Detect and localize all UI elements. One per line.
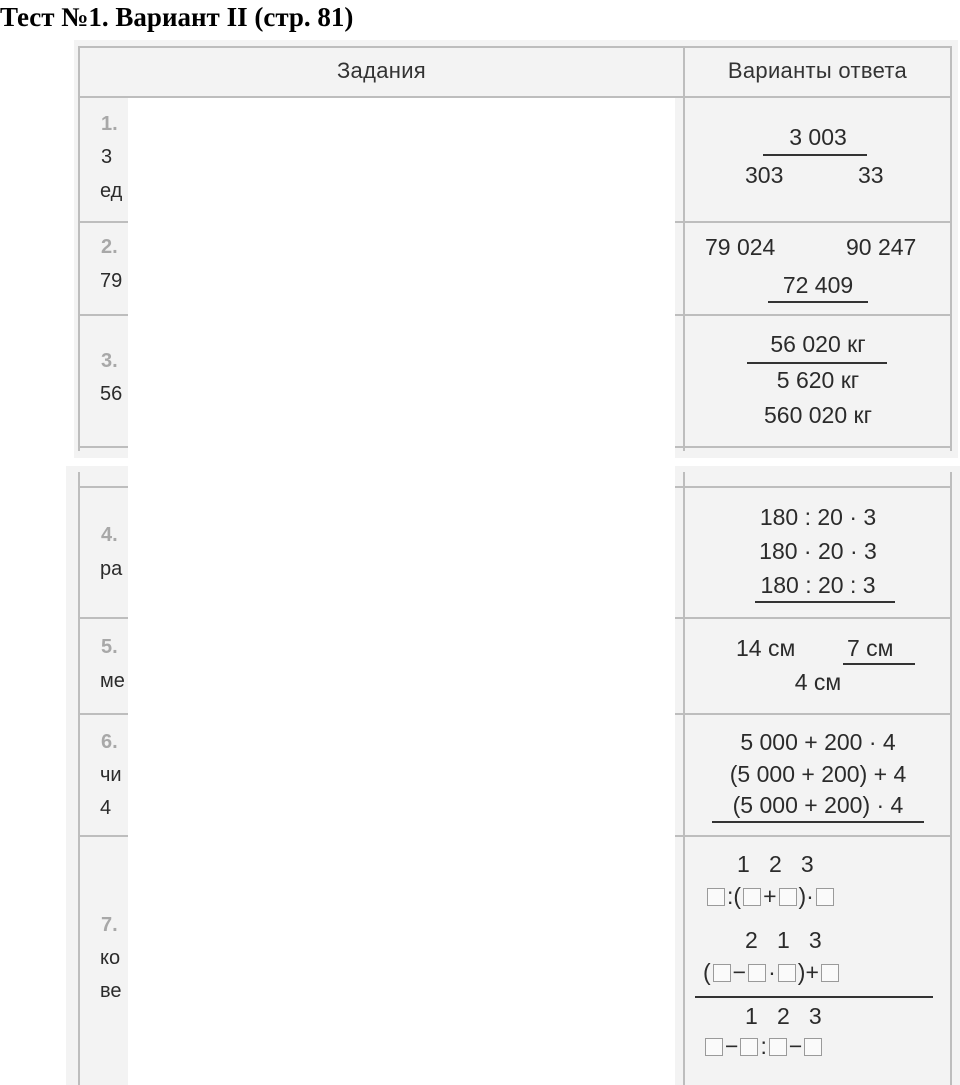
operator: ( xyxy=(733,883,742,909)
order-numbers: 2 1 3 xyxy=(745,927,822,953)
blank-square xyxy=(769,1038,787,1056)
answer-option-correct: 56 020 кг xyxy=(770,331,866,357)
task-number: 1. xyxy=(101,113,118,135)
task-text-fragment: 3 xyxy=(101,146,113,168)
correct-answer-underline xyxy=(768,301,868,303)
task-text-fragment: ве xyxy=(100,980,122,1002)
answer-option: 14 см xyxy=(736,635,796,661)
answer-option: 5 620 кг xyxy=(776,367,860,393)
task-text-fragment: ра xyxy=(100,558,123,580)
correct-answer-underline xyxy=(695,996,933,998)
correct-answer-underline xyxy=(747,362,887,364)
answer-option-correct: 7 см xyxy=(847,635,894,661)
blank-square xyxy=(816,888,834,906)
task-number: 5. xyxy=(101,636,118,658)
operator: − xyxy=(725,1033,739,1059)
blank-square xyxy=(779,888,797,906)
operator: · xyxy=(806,883,814,909)
operator: + xyxy=(763,883,777,909)
blank-square xyxy=(713,964,731,982)
order-numbers: 1 2 3 xyxy=(745,1003,822,1029)
answer-cell xyxy=(685,316,951,446)
answer-cell xyxy=(685,223,951,314)
answer-option: 90 247 xyxy=(846,234,917,260)
answer-cell xyxy=(685,715,951,835)
operator: : xyxy=(760,1033,767,1059)
table-border-left xyxy=(78,46,80,451)
expression-option xyxy=(705,883,836,910)
task-text-fragment: 4 xyxy=(100,797,112,819)
table-border-left-lower xyxy=(78,472,80,1085)
blank-square xyxy=(804,1038,822,1056)
blank-square xyxy=(748,964,766,982)
task-number: 3. xyxy=(101,350,118,372)
answer-option: 33 xyxy=(858,162,884,188)
answer-option-correct: (5 000 + 200) · 4 xyxy=(732,792,904,818)
blank-square xyxy=(821,964,839,982)
operator: · xyxy=(768,959,776,985)
operator: ) xyxy=(798,883,807,909)
operator: + xyxy=(805,959,819,985)
operator: − xyxy=(732,959,747,985)
answer-option: 180 : 20 · 3 xyxy=(759,504,877,530)
blank-square xyxy=(778,964,796,982)
column-header-tasks: Задания xyxy=(336,58,427,83)
blank-square xyxy=(740,1038,758,1056)
blank-square xyxy=(743,888,761,906)
blank-square xyxy=(705,1038,723,1056)
task-text-fragment: 56 xyxy=(100,383,123,405)
task-number: 7. xyxy=(101,914,118,936)
operator: − xyxy=(788,1033,803,1059)
task-number: 2. xyxy=(101,236,118,258)
answer-option: 180 · 20 · 3 xyxy=(759,538,877,564)
answer-option: 4 см xyxy=(794,669,842,695)
answer-option-correct: 3 003 xyxy=(789,124,847,150)
answer-option: (5 000 + 200) + 4 xyxy=(729,761,907,787)
task-text-fragment: ме xyxy=(100,670,125,692)
task-text-fragment: 79 xyxy=(100,270,123,292)
answer-option-correct: 72 409 xyxy=(782,272,854,298)
page-title: Тест №1. Вариант II (стр. 81) xyxy=(0,2,354,32)
answer-option: 303 xyxy=(745,162,784,188)
operator: : xyxy=(727,883,734,909)
column-header-answers: Варианты ответа xyxy=(727,58,908,83)
correct-answer-underline xyxy=(763,154,867,156)
redaction-mask xyxy=(128,466,675,1085)
correct-answer-underline xyxy=(843,663,915,665)
task-text-fragment: ко xyxy=(100,947,121,969)
expression-option xyxy=(703,959,841,986)
task-text-fragment: ед xyxy=(100,180,123,202)
answer-cell xyxy=(685,488,951,617)
operator: ( xyxy=(703,959,711,985)
operator: ) xyxy=(797,959,806,985)
answer-cell xyxy=(685,98,951,221)
answer-option: 79 024 xyxy=(705,234,776,260)
task-number: 4. xyxy=(101,524,118,546)
answer-cell xyxy=(685,837,951,1085)
answer-option-correct: 180 : 20 : 3 xyxy=(760,572,876,598)
correct-answer-underline xyxy=(755,601,895,603)
answer-option: 5 000 + 200 · 4 xyxy=(740,729,896,755)
answer-cell xyxy=(685,619,951,713)
task-text-fragment: чи xyxy=(100,764,122,786)
redaction-mask xyxy=(128,98,675,458)
expression-option-correct xyxy=(703,1033,824,1060)
answer-option: 560 020 кг xyxy=(764,402,872,428)
correct-answer-underline xyxy=(712,821,924,823)
order-numbers: 1 2 3 xyxy=(737,851,814,877)
task-number: 6. xyxy=(101,731,118,753)
blank-square xyxy=(707,888,725,906)
